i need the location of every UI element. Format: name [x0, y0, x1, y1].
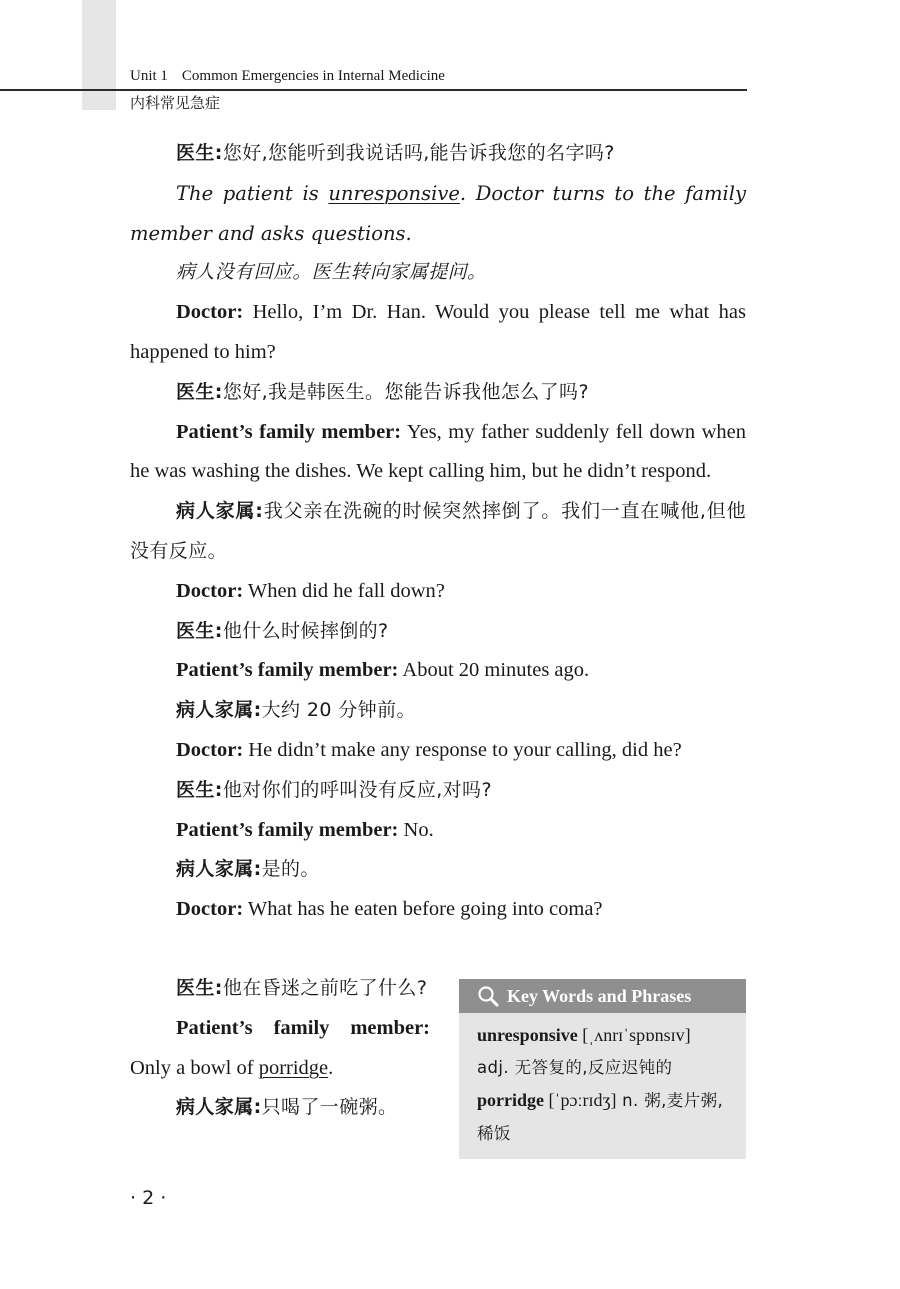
line-family-zh: 病人家属:我父亲在洗碗的时候突然摔倒了。我们一直在喊他,但他没有反应。	[130, 500, 746, 562]
line-doctor-en: Doctor: When did he fall down?	[176, 579, 445, 602]
line-doctor-en: Doctor: What has he eaten before going into coma?	[176, 898, 603, 921]
key-words-list	[459, 1013, 746, 1150]
narration-zh: 病人没有回应。医生转向家属提问。	[176, 261, 487, 284]
running-header-en	[130, 66, 445, 86]
line-doctor-zh: 医生:他对你们的呼叫没有反应,对吗?	[176, 778, 492, 801]
narration-en: The patient is unresponsive. Doctor turns to the family member and asks questions.	[130, 181, 746, 245]
key-word-entry: porridge [ˈpɔːrɪdʒ] n. 粥,麦片粥,稀饭	[477, 1090, 724, 1143]
key-words-header	[459, 979, 746, 1013]
dialogue-body	[130, 134, 746, 930]
line-family-en: Patient’s family member: About 20 minutes ago.	[176, 659, 590, 682]
header-tab	[82, 0, 116, 110]
page-number: · 2 ·	[130, 1187, 167, 1209]
keyword-porridge: porridge	[258, 1056, 329, 1079]
key-word-entry: unresponsive [ˌʌnrɪˈspɒnsɪv] adj. 无答复的,反应迟钝的	[477, 1025, 691, 1077]
line-family-zh: 病人家属:只喝了一碗粥。	[176, 1096, 398, 1119]
line-family-zh: 病人家属:大约 20 分钟前。	[176, 699, 416, 722]
line-doctor-zh: 医生:您好,您能听到我说话吗,能告诉我您的名字吗?	[176, 142, 615, 164]
key-words-title: Key Words and Phrases	[507, 985, 692, 1006]
dialogue-body-narrow	[130, 969, 430, 1128]
line-doctor-zh: 医生:他什么时候摔倒的?	[176, 619, 389, 642]
line-family-en: Patient’s family member: Yes, my father suddenly fell down when he was washing the dishes. We kept calling him, but he didn’t respond.	[130, 420, 746, 483]
unit-title: Common Emergencies in Internal Medicine	[181, 68, 445, 84]
magnifier-icon	[477, 985, 499, 1007]
line-doctor-en: Doctor: He didn’t make any response to your calling, did he?	[176, 738, 682, 761]
line-family-en: Patient’s family member: No.	[176, 818, 434, 841]
line-doctor-en: Doctor: Hello, I’m Dr. Han. Would you please tell me what has happened to him?	[130, 301, 746, 363]
line-doctor-zh: 医生:他在昏迷之前吃了什么?	[176, 977, 428, 999]
unit-label: Unit 1	[130, 68, 168, 84]
key-words-box	[459, 979, 746, 1159]
line-doctor-zh: 医生:您好,我是韩医生。您能告诉我他怎么了吗?	[176, 380, 589, 403]
header-rule	[0, 89, 747, 91]
line-family-en: Patient’s family member: Only a bowl of porridge.	[130, 1016, 430, 1079]
line-family-zh: 病人家属:是的。	[176, 858, 320, 881]
keyword-unresponsive: unresponsive	[328, 181, 460, 205]
running-header-zh: 内科常见急症	[130, 94, 221, 112]
